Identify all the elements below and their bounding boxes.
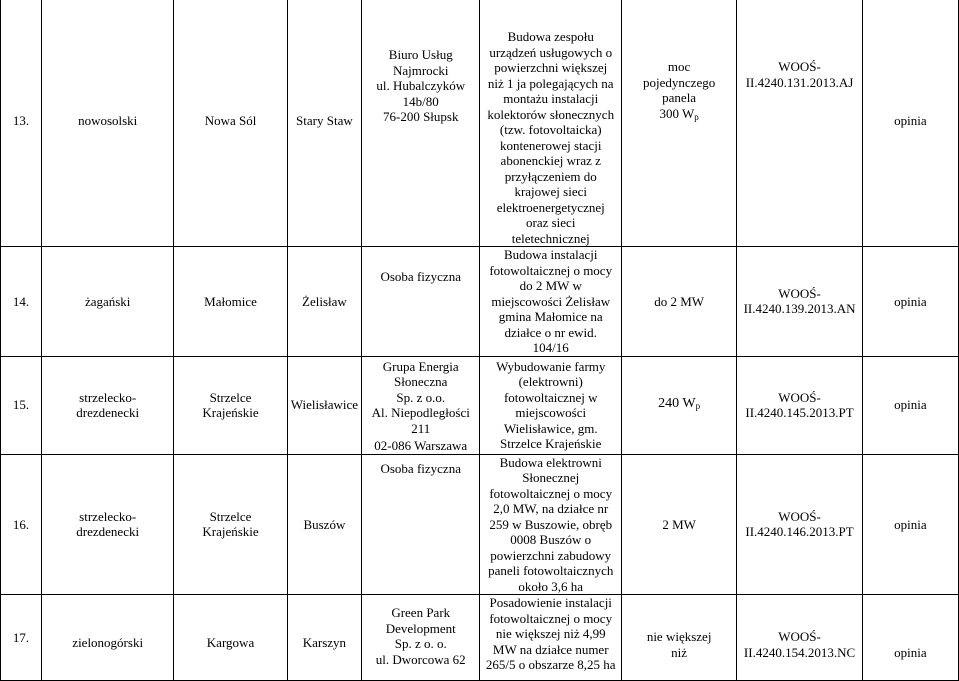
gmina-cell: Małomice <box>174 247 287 357</box>
investor-cell: Osoba fizyczna <box>362 247 480 357</box>
reference-cell: WOOŚ- II.4240.131.2013.AJ <box>737 0 863 247</box>
investor-cell: Biuro Usług Najmrocki ul. Hubalczyków 14b/80 76-200 Słupsk <box>362 0 480 247</box>
table-row <box>1 247 959 357</box>
county-cell: strzelecko- drezdenecki <box>42 356 174 454</box>
power-cell: moc pojedynczego panela 300 $W_p$ <box>622 0 737 247</box>
row-number: 14. <box>1 247 42 357</box>
status-cell: opinia <box>862 0 958 247</box>
row-number: 13. <box>1 0 42 247</box>
row-number: 15. <box>1 356 42 454</box>
gmina-cell: Kargowa <box>174 595 287 681</box>
county-cell: nowosolski <box>42 0 174 247</box>
gmina-cell: Nowa Sól <box>174 0 287 247</box>
county-cell: zielonogórski <box>42 595 174 681</box>
status-cell: opinia <box>862 356 958 454</box>
town-cell: Stary Staw <box>287 0 361 247</box>
reference-cell: WOOŚ- II.4240.146.2013.PT <box>737 454 863 595</box>
gmina-cell: Strzelce Krajeńskie <box>174 356 287 454</box>
description-cell: Budowa zespołu urządzeń usługowych o powierzchni większej niż 1 ja polegających na montażu instalacji kolektorów słonecznych (tzw. fotovoltaicka) kontenerowej stacji abonenckiej wraz z przyłączeniem do krajowej sieci elektroenergetycznej oraz sieci teletechnicznej <box>480 0 622 247</box>
description-cell: Wybudowanie farmy (elektrowni) fotowoltaicznej w miejscowości Wielisławice, gm. Strzelce Krajeńskie <box>480 356 622 454</box>
reference-cell: WOOŚ- II.4240.154.2013.NC <box>737 595 863 681</box>
gmina-cell: Strzelce Krajeńskie <box>174 454 287 595</box>
table-row <box>1 595 959 681</box>
investor-cell: Osoba fizyczna <box>362 454 480 595</box>
status-cell: opinia <box>862 595 958 681</box>
status-cell: opinia <box>862 454 958 595</box>
table-row <box>1 454 959 595</box>
town-cell: Żelisław <box>287 247 361 357</box>
table-row <box>1 0 959 247</box>
reference-cell: WOOŚ- II.4240.145.2013.PT <box>737 356 863 454</box>
table-row <box>1 356 959 454</box>
power-cell: nie większej niż <box>622 595 737 681</box>
town-cell: Wielisławice <box>287 356 361 454</box>
county-cell: strzelecko- drezdenecki <box>42 454 174 595</box>
power-cell: 240 $W_p$ <box>622 356 737 454</box>
county-cell: żagański <box>42 247 174 357</box>
description-cell: Posadowienie instalacji fotowoltaicznej o mocy nie większej niż 4,99 MW na działce numer 265/5 o obszarze 8,25 ha <box>480 595 622 681</box>
reference-cell: WOOŚ- II.4240.139.2013.AN <box>737 247 863 357</box>
town-cell: Karszyn <box>287 595 361 681</box>
power-cell: 2 MW <box>622 454 737 595</box>
investor-cell: Green Park Development Sp. z o. o. ul. Dworcowa 62 <box>362 595 480 681</box>
power-cell: do 2 MW <box>622 247 737 357</box>
description-cell: Budowa elektrowni Słonecznej fotowoltaicznej o mocy 2,0 MW, na działce nr 259 w Buszowie, obręb 0008 Buszów o powierzchni zabudowy paneli fotowoltaicznych około 3,6 ha <box>480 454 622 595</box>
description-cell: Budowa instalacji fotowoltaicznej o mocy do 2 MW w miejscowości Żelisław gmina Małomice na działce o nr ewid. 104/16 <box>480 247 622 357</box>
row-number: 17. <box>1 595 42 681</box>
town-cell: Buszów <box>287 454 361 595</box>
investor-cell: Grupa Energia Słoneczna Sp. z o.o. Al. Niepodległości 211 02-086 Warszawa <box>362 356 480 454</box>
row-number: 16. <box>1 454 42 595</box>
status-cell: opinia <box>862 247 958 357</box>
